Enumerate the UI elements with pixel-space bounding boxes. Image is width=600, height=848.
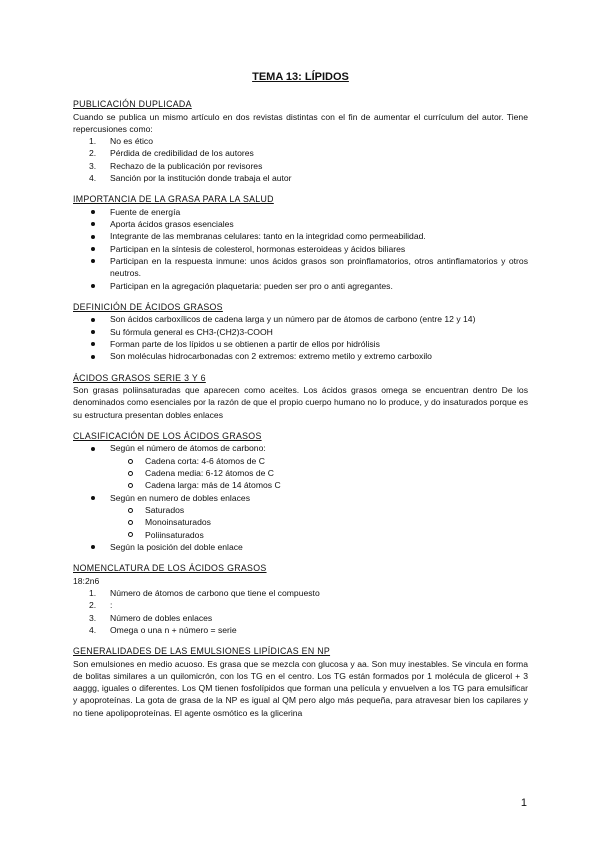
circle-bullet-icon: [128, 520, 133, 525]
section-publicacion-duplicada: [73, 98, 528, 184]
list-item: [73, 326, 528, 338]
list-item-text: Saturados: [145, 504, 185, 515]
section-acidos-grasos-serie: [73, 372, 528, 421]
circle-bullet-icon: [128, 508, 133, 513]
bullet-icon: [91, 355, 95, 359]
list-item: [73, 313, 528, 325]
section-heading: ÁCIDOS GRASOS SERIE 3 Y 6: [73, 372, 206, 383]
list-item: [73, 624, 528, 636]
list-item-text: Monoinsaturados: [145, 517, 211, 528]
sub-list-item: [73, 479, 528, 491]
list-item-text: Pérdida de credibilidad de los autores: [110, 148, 254, 159]
list-item: [73, 350, 528, 362]
list-item-text: Sanción por la institución donde trabaja el autor: [110, 172, 292, 183]
circle-bullet-icon: [128, 483, 133, 488]
list-number: 1.: [89, 587, 97, 598]
section-paragraph: Son emulsiones en medio acuoso. Es grasa que se mezcla con glucosa y aa. Son muy inestables. Se vincula en forma de bolitas similares a un quilomicrón, con los TG en el centro. Los TG están formados por 1 molécula de glicerol + 3 aaggg, iguales o diferentes. Los QM tienen fosfolípidos que forman una película y envuelven a los TG para emulsificar y apoproteínas. La gota de grasa de la NP es igual al QM pero algo más pequeña, para atravesar bien los capilares y no tiene apolipoproteínas. El agente osmótico es la glicerina: [73, 658, 528, 718]
sub-list-item: [73, 467, 528, 479]
list-item: [73, 172, 528, 184]
list-item: [73, 492, 528, 504]
list-item: [73, 147, 528, 159]
list-item-text: Son ácidos carboxílicos de cadena larga y un número par de átomos de carbono (entre 12 y 14): [110, 314, 476, 325]
bullet-icon: [91, 247, 95, 251]
list-item-text: Omega o una n + número = serie: [110, 624, 237, 635]
bullet-icon: [91, 330, 95, 334]
list-item-text: Aporta ácidos grasos esenciales: [110, 219, 234, 230]
circle-bullet-icon: [128, 532, 133, 537]
numbered-list: [73, 135, 528, 184]
list-item-text: Poliinsaturados: [145, 529, 204, 540]
page-number: 1: [520, 797, 527, 809]
page-content: [73, 70, 528, 728]
circle-bullet-icon: [128, 459, 133, 464]
list-item: [73, 160, 528, 172]
list-item: [73, 135, 528, 147]
section-heading: DEFINICIÓN DE ÁCIDOS GRASOS: [73, 301, 223, 312]
section-heading: IMPORTANCIA DE LA GRASA PARA LA SALUD: [73, 194, 274, 205]
bullet-icon: [91, 284, 95, 288]
section-paragraph: Son grasas poliinsaturadas que aparecen como aceites. Los ácidos grasos omega se encuentran dentro De los denominados como esenciales por la razón de que el propio cuerpo humano no lo produce, y do insaturados porque es su estructura presentan dobles enlaces: [73, 385, 528, 420]
list-number: 3.: [89, 160, 97, 171]
list-item-text: Cadena larga: más de 14 átomos C: [145, 480, 281, 491]
list-item-text: Rechazo de la publicación por revisores: [110, 160, 263, 171]
bullet-icon: [91, 235, 95, 239]
numbered-list: [73, 587, 528, 636]
list-item-text: Participan en la respuesta inmune: unos ácidos grasos son proinflamatorios, otros antinflamatorios y otros neutros.: [110, 255, 528, 279]
bullet-list: [73, 313, 528, 362]
sub-list-item: [73, 516, 528, 528]
bullet-list: [73, 541, 528, 553]
formula-text: 18:2n6: [73, 575, 100, 586]
sub-list-item: [73, 504, 528, 516]
bullet-icon: [91, 210, 95, 214]
bullet-list: [73, 492, 528, 504]
list-number: 2.: [89, 148, 97, 159]
list-item-text: :: [110, 600, 113, 611]
section-importancia-grasa: [73, 193, 528, 292]
list-number: 4.: [89, 624, 97, 635]
list-item: [73, 255, 528, 280]
list-item-text: Número de átomos de carbono que tiene el compuesto: [110, 587, 320, 598]
section-nomenclatura: [73, 562, 528, 636]
list-item-text: Forman parte de los lípidos u se obtienen a partir de ellos por hidrólisis: [110, 338, 380, 349]
list-item-text: Su fórmula general es CH3-(CH2)3-COOH: [110, 326, 273, 337]
bullet-icon: [91, 259, 95, 263]
list-item: [73, 206, 528, 218]
list-item-text: Fuente de energía: [110, 206, 181, 217]
sub-bullet-list: [73, 455, 528, 492]
list-item-text: Según la posición del doble enlace: [110, 541, 243, 552]
circle-bullet-icon: [128, 471, 133, 476]
list-item-text: Son moléculas hidrocarbonadas con 2 extremos: extremo metilo y extremo carboxilo: [110, 351, 432, 362]
bullet-icon: [91, 496, 95, 500]
list-item-text: Según en numero de dobles enlaces: [110, 492, 250, 503]
section-heading: PUBLICACIÓN DUPLICADA: [73, 99, 192, 109]
bullet-icon: [91, 222, 95, 226]
sub-bullet-list: [73, 504, 528, 541]
list-item: [73, 442, 528, 454]
list-number: 2.: [89, 600, 97, 611]
section-heading: GENERALIDADES DE LAS EMULSIONES LIPÍDICAS EN NP: [73, 646, 331, 657]
section-paragraph: Cuando se publica un mismo artículo en dos revistas distintas con el fin de aumentar el currículum del autor. Tiene repercusiones como:: [73, 111, 528, 134]
bullet-list: [73, 206, 528, 292]
bullet-icon: [91, 318, 95, 322]
list-item: [73, 541, 528, 553]
list-item: [73, 587, 528, 599]
list-item: [73, 599, 528, 611]
list-item-text: Cadena corta: 4-6 átomos de C: [145, 455, 265, 466]
sub-list-item: [73, 455, 528, 467]
list-number: 3.: [89, 612, 97, 623]
list-item: [73, 218, 528, 230]
page-title: TEMA 13: LÍPIDOS: [252, 71, 349, 83]
list-item: [73, 280, 528, 292]
list-item: [73, 612, 528, 624]
section-clasificacion: [73, 430, 528, 553]
list-item-text: Número de dobles enlaces: [110, 612, 213, 623]
sub-list-item: [73, 529, 528, 541]
list-number: 4.: [89, 172, 97, 183]
bullet-icon: [91, 342, 95, 346]
list-item: [73, 230, 528, 242]
list-item-text: No es ético: [110, 136, 153, 147]
list-item-text: Integrante de las membranas celulares: tanto en la integridad como permeabilidad.: [110, 231, 426, 242]
list-number: 1.: [89, 136, 97, 147]
bullet-list: [73, 442, 528, 454]
list-item: [73, 243, 528, 255]
section-heading: CLASIFICACIÓN DE LOS ÁCIDOS GRASOS: [73, 430, 262, 441]
section-definicion-acidos-grasos: [73, 301, 528, 363]
section-heading: NOMENCLATURA DE LOS ÁCIDOS GRASOS: [73, 563, 267, 574]
list-item: [73, 338, 528, 350]
list-item-text: Cadena media: 6-12 átomos de C: [145, 468, 274, 479]
bullet-icon: [91, 545, 95, 549]
list-item-text: Participan en la síntesis de colesterol, hormonas esteroideas y ácidos biliares: [110, 243, 406, 254]
section-emulsiones: [73, 645, 528, 719]
list-item-text: Participan en la agregación plaquetaria: pueden ser pro o anti agregantes.: [110, 280, 393, 291]
list-item-text: Según el número de átomos de carbono:: [110, 443, 266, 454]
bullet-icon: [91, 447, 95, 451]
